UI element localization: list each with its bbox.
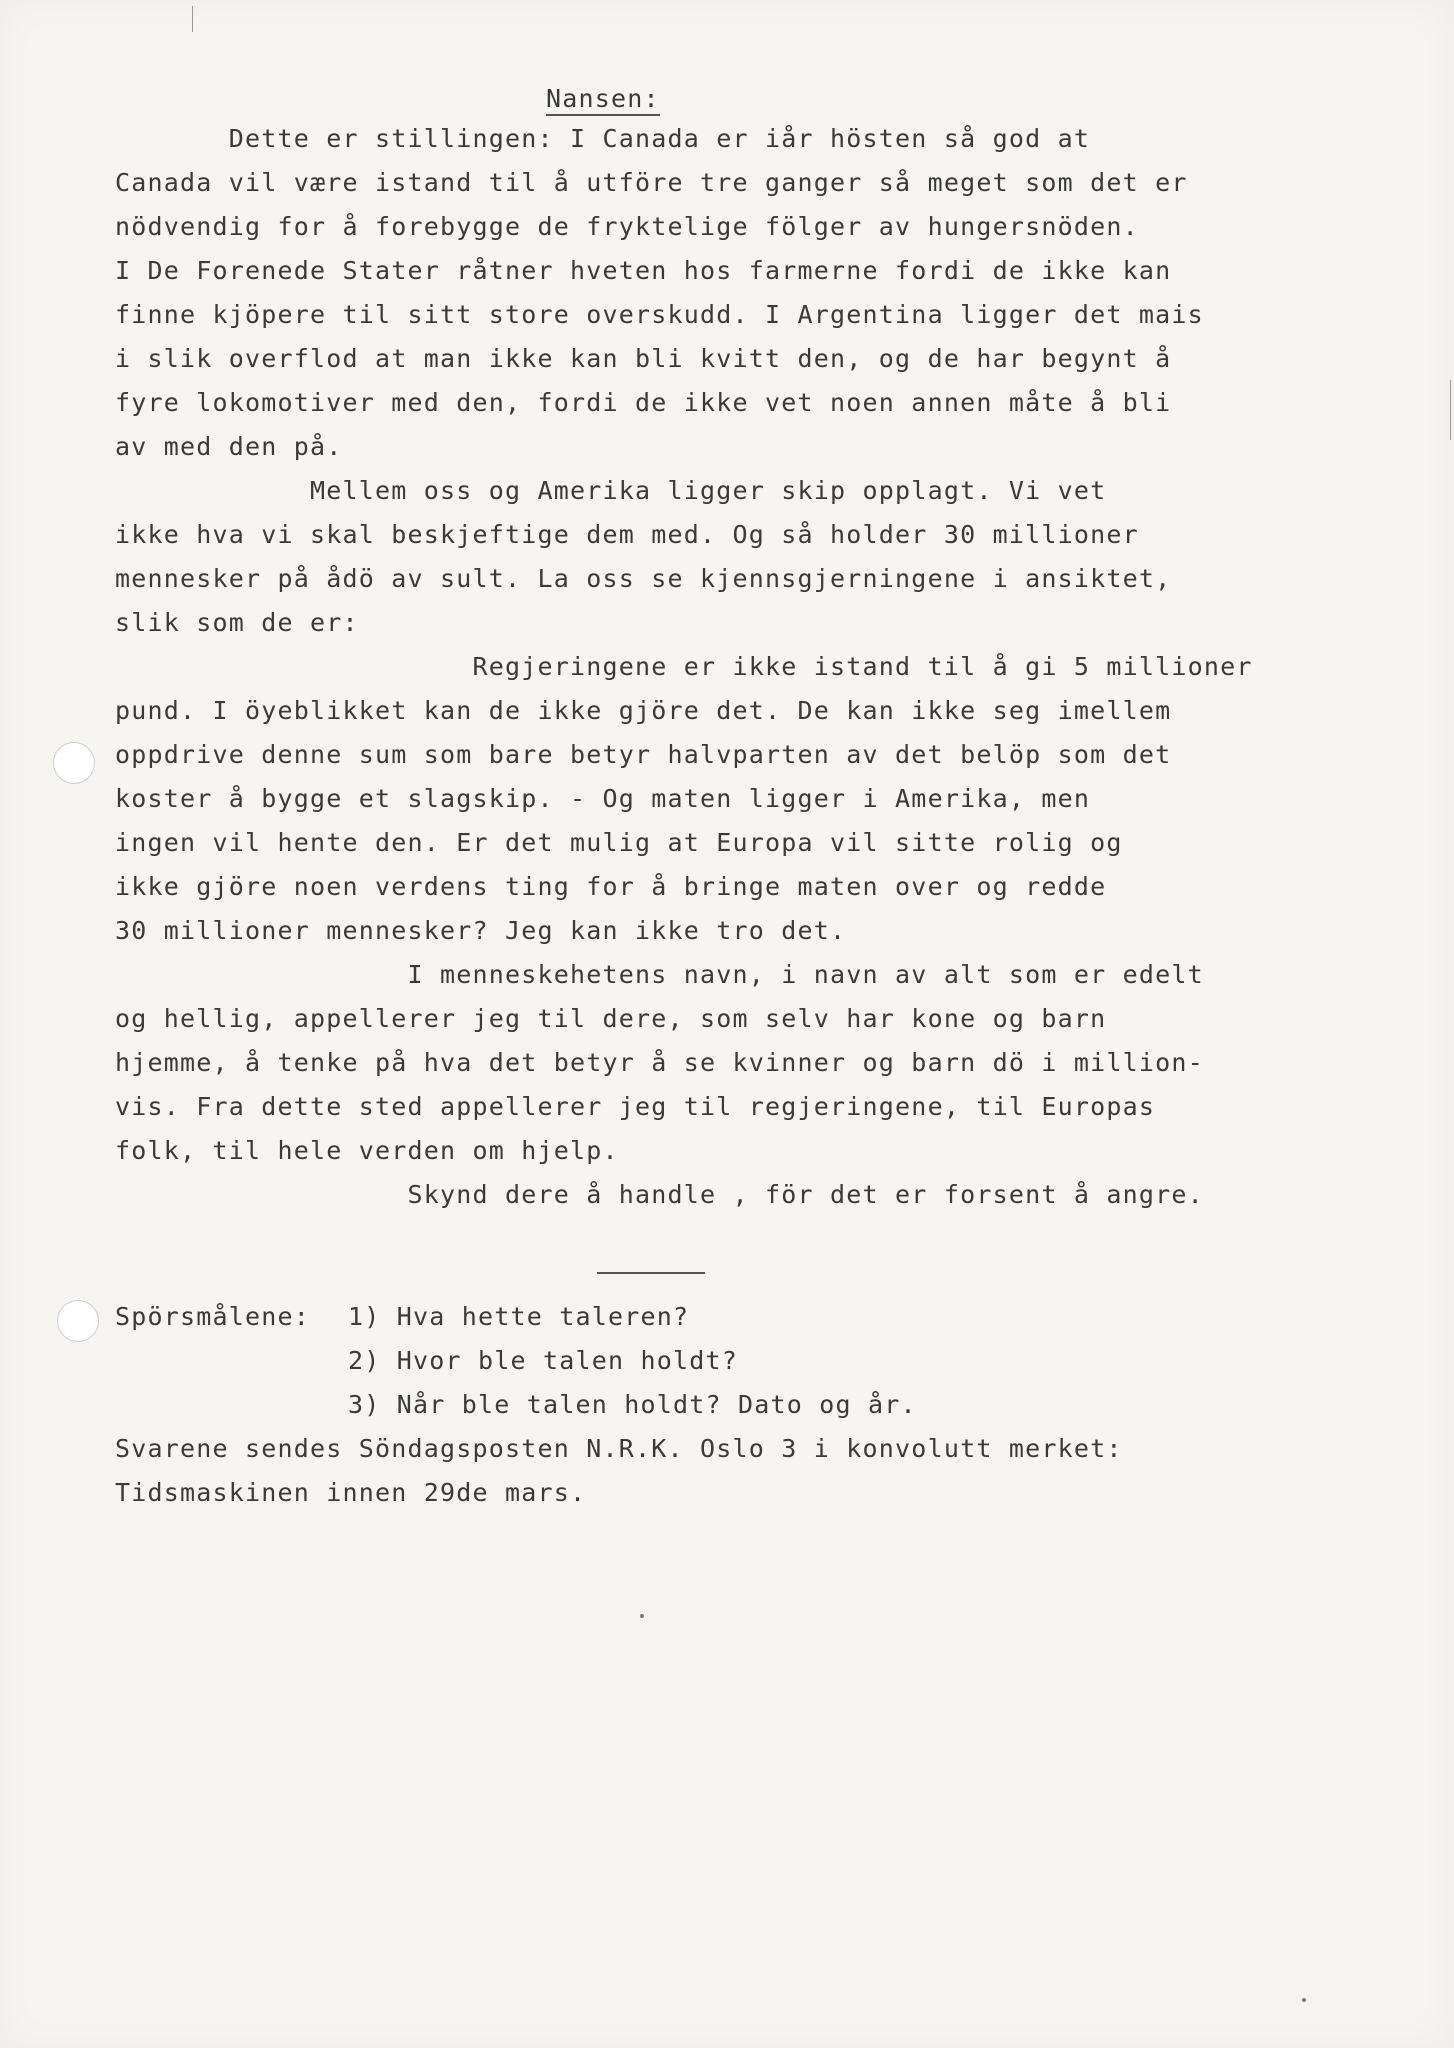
questions-label: Spörsmålene: <box>115 1302 311 1331</box>
speech-line: vis. Fra dette sted appellerer jeg til regjeringene, til Europas <box>115 1092 1156 1121</box>
speech-line: Canada vil være istand til å utföre tre ganger så meget som det er <box>115 168 1188 197</box>
speech-line: Regjeringene er ikke istand til å gi 5 millioner <box>115 652 1253 681</box>
question-item: 3) Når ble talen holdt? Dato og år. <box>348 1390 917 1419</box>
speech-line: ikke gjöre noen verdens ting for å bringe maten over og redde <box>115 872 1107 901</box>
speech-line: ingen vil hente den. Er det mulig at Europa vil sitte rolig og <box>115 828 1123 857</box>
footer-line: Svarene sendes Söndagsposten N.R.K. Oslo 3 i konvolutt merket: <box>115 1434 1123 1463</box>
speech-line: oppdrive denne sum som bare betyr halvparten av det belöp som det <box>115 740 1172 769</box>
speech-line: slik som de er: <box>115 608 359 637</box>
speech-line: pund. I öyeblikket kan de ikke gjöre det. De kan ikke seg imellem <box>115 696 1172 725</box>
speech-line: Mellem oss og Amerika ligger skip opplagt. Vi vet <box>115 476 1107 505</box>
punch-hole-bottom <box>57 1300 99 1342</box>
speech-line: Skynd dere å handle , för det er forsent å angre. <box>115 1180 1204 1209</box>
speech-line: I menneskehetens navn, i navn av alt som er edelt <box>115 960 1204 989</box>
question-item: 2) Hvor ble talen holdt? <box>348 1346 739 1375</box>
footer-line: Tidsmaskinen innen 29de mars. <box>115 1478 587 1507</box>
speech-line: nödvendig for å forebygge de fryktelige fölger av hungersnöden. <box>115 212 1139 241</box>
speech-line: 30 millioner mennesker? Jeg kan ikke tro det. <box>115 916 847 945</box>
speech-line: hjemme, å tenke på hva det betyr å se kvinner og barn dö i million- <box>115 1048 1204 1077</box>
speech-line: I De Forenede Stater råtner hveten hos farmerne fordi de ikke kan <box>115 256 1172 285</box>
speech-line: mennesker på ådö av sult. La oss se kjennsgjerningene i ansiktet, <box>115 564 1172 593</box>
speech-line: ikke hva vi skal beskjeftige dem med. Og så holder 30 millioner <box>115 520 1139 549</box>
speech-line: av med den på. <box>115 432 343 461</box>
speech-line: i slik overflod at man ikke kan bli kvitt den, og de har begynt å <box>115 344 1172 373</box>
speech-line: folk, til hele verden om hjelp. <box>115 1136 619 1165</box>
speech-line: fyre lokomotiver med den, fordi de ikke vet noen annen måte å bli <box>115 388 1172 417</box>
speck <box>640 1614 644 1618</box>
section-divider <box>597 1272 705 1274</box>
speech-line: finne kjöpere til sitt store overskudd. I Argentina ligger det mais <box>115 300 1204 329</box>
speech-line: Dette er stillingen: I Canada er iår hösten så god at <box>115 124 1091 153</box>
speech-line: koster å bygge et slagskip. - Og maten ligger i Amerika, men <box>115 784 1091 813</box>
speaker-heading: Nansen: <box>546 84 660 116</box>
paper-right-edge-mark <box>1450 380 1451 440</box>
paper-crease <box>192 6 193 32</box>
question-item: 1) Hva hette taleren? <box>348 1302 690 1331</box>
speech-line: og hellig, appellerer jeg til dere, som selv har kone og barn <box>115 1004 1107 1033</box>
punch-hole-top <box>53 742 95 784</box>
speck <box>1302 1998 1306 2002</box>
